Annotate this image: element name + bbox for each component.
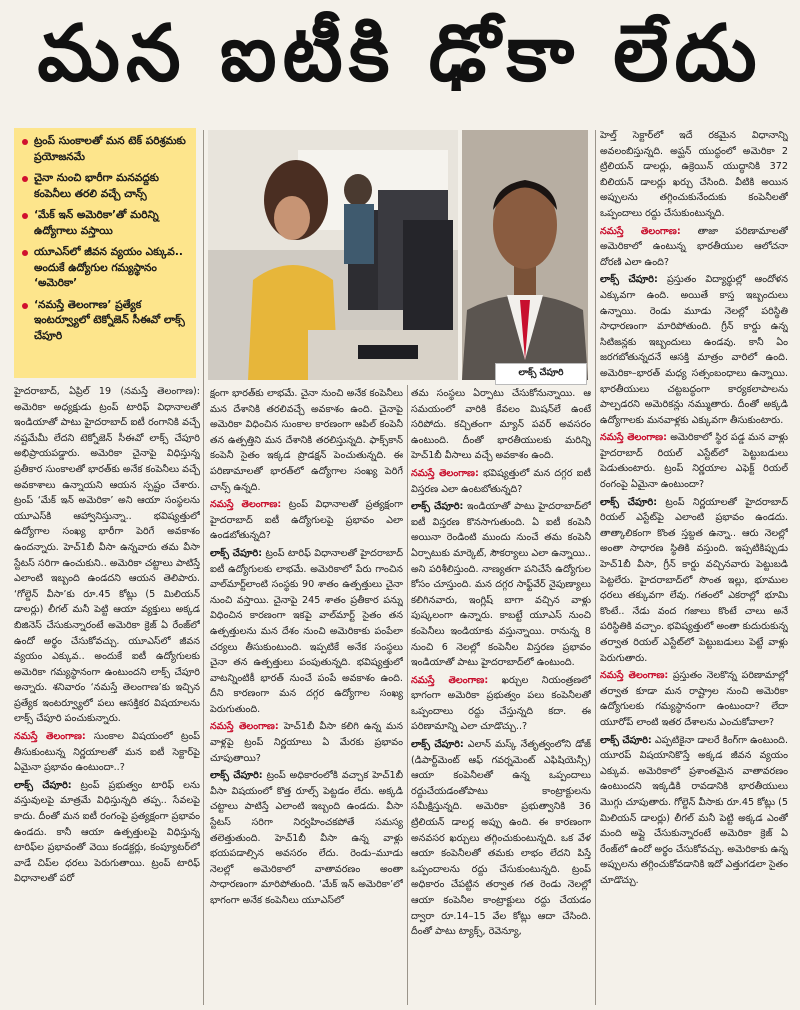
- question-text: హెచ్1బీ వీసా కలిగి ఉన్న మన వాళ్లపై ట్రంప్ నిర్ణయాలు ఏ మేరకు ప్రభావం చూపుతాయి?: [210, 721, 403, 764]
- paragraph: హెల్త్ సెక్టార్‌లో ఇదే రకమైన విధానాన్ని అవలంబిస్తున్నది. అప్ఘన్ యుద్ధంలో అమెరికా 2 ట్రిలియన్ డాలర్లు, ఉక్రెయిన్ యుద్ధానికి 372 బిలియన్ డాలర్లు ఖర్చు చేసింది. వీటికి అయిన అప్పులను తగ్గించుకునేందుకు కంపెనీలతో ఒప్పందాలు రద్దు చేసుకుంటున్నది.: [600, 130, 788, 219]
- answer-text: ట్రంప్ నిర్ణయాలతో హైదరాబాద్ రియల్ ఎస్టేట్‌పై ఎలాంటి ప్రభావం ఉండదు. తాత్కాలికంగా కొంత స్తబ్దత ఉన్నా.. ఆరు నెలల్లో అంతా సాధారణ స్థితికి వస్తుంది. ఇప్పటికిప్పుడు హెచ్1బీ వీసా, గ్రీన్ కార్డు వచ్చినవారు పెట్టుబడి పెట్టలేరు. హైదరాబాద్‌లో సొంత ఇల్లు, భూముల ధరలు తక్కువగా లేవు. గతంలో ఎకరాల్లో భూమి కొంటే.. నేడు వంద గజాలు కొంటే చాలు అనే పరిస్థితికి వచ్చాం. భవిష్యత్తులో అంతా కుదురుకున్న తర్వాత రియల్ ఎస్టేట్‌లో పెట్టుబడులు పెట్టే వాళ్లు పెరుగుతారు.: [600, 496, 788, 664]
- paragraph: తమ సంస్థలు ఏర్పాటు చేసుకోనున్నాయి. ఆ సమయంలో వారికి కేవలం మిషన్‌లే ఉంటే సరిపోదు. కచ్చితంగా మ్యాన్ పవర్ అవసరం ఉంటుంది. దీంతో భారతీయులకు మరిన్ని హెచ్1బీ వీసాలు వచ్చే అవకాశం ఉంది.: [411, 388, 591, 462]
- answer-label: లాక్స్ చేపూరి:: [600, 734, 652, 746]
- answer-text: ట్రంప్ అధికారంలోకి వచ్చాక హెచ్1బీ వీసా విషయంలో కొత్త రూల్స్ పెట్టడం లేదు. అక్కడి చట్టాలు పాటిస్తే ఎలాంటి ఇబ్బంది ఉండదు. వీసా స్టేటస్ సరిగా నిర్వహించకపోతే సమస్య తలెత్తుతుంది. హెచ్1బీ వీసా ఉన్న వాళ్లు భయపడాల్సిన అవసరం లేదు. రెండు–మూడు నెలల్లో అమెరికాలో వాతావరణం అంతా సాధారణంగా మారిపోతుంది. ‘మేక్ ఇన్ అమెరికా’లో భాగంగా అనేక కంపెనీలు యూఎస్‌లో: [210, 770, 403, 906]
- question-text: సుంకాల విషయంలో ట్రంప్ తీసుకుంటున్న నిర్ణయాలతో మన ఐటీ సెక్టార్‌పై ఏమైనా ప్రభావం ఉంటుందా..?: [14, 731, 200, 774]
- question-text: ట్రంప్ విధానాలతో ప్రత్యక్షంగా హైదరాబాద్ ఐటీ ఉద్యోగులపై ప్రభావం ఎలా ఉండబోతున్నది?: [210, 499, 403, 542]
- answer-label: లాక్స్ చేపూరి:: [600, 274, 658, 286]
- column-1: [14, 384, 200, 1006]
- question-label: నమస్తే తెలంగాణ:: [14, 731, 86, 743]
- answer-text: ఎప్పటికైనా డాలరే కింగ్‌గా ఉంటుంది. యూరప్ విషయానికొస్తే అక్కడ జీవన వ్యయం ఎక్కువ. అమెరికాలో ప్రశాంతమైన వాతావరణం ఉంటుందని ఇక్కడికి రావడానికి భారతీయులు మొగ్గు చూపుతారు. గోల్డెన్ వీసాకు రూ.45 కోట్లు (5 మిలియన్ డాలర్లు) లీగల్ మనీ పెట్టి అక్కడ ఎంతో మంది అప్లై చేసుకున్నారంటే అమెరికా క్రెజ్ ఏ రేంజ్‌లో ఉందో అర్థం చేసుకోవచ్చు. అమెరికాకు ఉన్న అప్పులను తగ్గించుకోవడానికి ఇదో ఎత్తుగడలా సైతం చూడొచ్చు.: [600, 734, 788, 886]
- question-text: తాజా పరిణామాలతో అమెరికాలో ఉంటున్న భారతీయుల ఆలోచనా దోరణి ఎలా ఉంది?: [600, 225, 788, 268]
- headline: మన ఐటీకి ఢోకా లేదు: [37, 8, 763, 99]
- answer-text: ట్రంప్ టారిఫ్ విధానాలతో హైదరాబాద్ ఐటీ ఉద్యోగులకు లాభమే. అమెరికాలో పేరు గాంచిన వాల్‌మార్ట్‌లాంటి సంస్థకు 90 శాతం ఉత్పత్తులు చైనా నుంచి వస్తాయి. చైనాపై 245 శాతం ప్రతీకార పన్ను విధించిన కారణంగా ఇకపై వాల్‌మార్ట్ సైతం తన ఉత్పత్తులను మన దేశం నుంచి అమెరికాకు పంపేలా చర్యలు తీసుకుంటుంది. ఇప్పటికే అనేక సంస్థలు చైనా తన ఉత్పత్తులు పంపుతున్నది. భవిష్యత్తులో వాటన్నింటికీ భారత్ నుంచే పంపే అవకాశం ఉంది. దీని కారణంగా మన దగ్గర ఉద్యోగాల సంఖ్య పెరుగుతుంది.: [210, 547, 403, 715]
- answer-label: లాక్స్ చేపూరి:: [411, 739, 464, 751]
- column-4: [600, 128, 788, 1006]
- question-text: భవిష్యత్తులో మన దగ్గర ఐటీ విస్తరణ ఎలా ఉంటబోతున్నది?: [411, 467, 591, 495]
- question-label: నమస్తే తెలంగాణ:: [600, 670, 669, 682]
- column-3: [411, 386, 591, 1006]
- answer-text: ఎలాన్ మస్క్ నేతృత్వంలోని డోజ్ (డిపార్ట్‌మెంట్ ఆఫ్ గవర్నమెంట్ ఎఫిషియెన్సీ) ఆయా కంపెనీలతో ఉన్న ఒప్పందాలు రద్దుచేయడంతోపాటు కాంట్రాక్టులను సమీక్షిస్తున్నది. అమెరికా ప్రభుత్వానికి 36 ట్రిలియన్ డాలర్ల అప్పు ఉంది. ఈ కారణంగా అనవసర ఖర్చులు తగ్గించుకుంటున్నది. ఒక వేళ ఆయా కంపెనీలతో తమకు లాభం లేదని పిస్తే ఒప్పందాలను రద్దు చేసుకుంటున్నది. ట్రంప్ అధికారం చేపట్టిన తర్వాత గత రెండు నెలల్లో ఆయా కంపెనీల కాంట్రాక్టులు రద్దు చేయడం ద్వారా రూ.14–15 వేల కోట్లు ఆదా చేసింది. దీంతో పాటు ట్యాక్స్, రెవెన్యూ,: [411, 739, 591, 938]
- answer-text: ట్రంప్ ప్రభుత్వం టారిఫ్ లను వస్తువులపై మాత్రమే విధిస్తున్నది తప్ప.. సేవలపై కాదు. దీంతో మన ఐటీ రంగంపై ప్రత్యక్షంగా ప్రభావం ఉండదు. కానీ ఆయా ఉత్పత్తులపై విధిస్తున్న టారిఫ్‌ల ప్రభావంతో వెయి కండక్టర్లు, కంప్యూటర్‌లో వాడే చిప్‌ల ధరలు పెరుగుతాయి. ట్రంప్ టారిఫ్ విధానాలతో పరో: [14, 779, 200, 885]
- highlight-item: ట్రంప్ సుంకాలతో మన టెక్ పరిశ్రమకు ప్రయోజనమే: [22, 134, 190, 165]
- portrait-photo: [462, 130, 588, 380]
- highlight-item: ‘నమస్తే తెలంగాణ’ ప్రత్యేక ఇంటర్వ్యూలో టెక్నోజెన్ సీఈవో లాక్స్ చేపూరి: [22, 298, 190, 345]
- question-label: నమస్తే తెలంగాణ:: [600, 225, 681, 237]
- paragraph: క్షంగా భారత్‌కు లాభమే. చైనా నుంచి అనేక కంపెనీలు మన దేశానికి తరలివచ్చే అవకాశం ఉంది. చైనాపై అమెరికా విధించిన సుంకాల కారణంగా ఆపిల్ కంపెనీ తన ఉత్పత్తిని మన దేశానికి తరలిస్తున్నది. ఫాక్స్‌కాన్ కంపెనీ సైతం ఇక్కడ ప్రొడక్షన్ పెంచుతున్నది. ఈ పరిణామాలతో భారత్‌లో ఉద్యోగాల సంఖ్య పెరిగే చాన్స్ ఉన్నది.: [210, 388, 403, 493]
- question-label: నమస్తే తెలంగాణ:: [411, 674, 489, 686]
- highlight-item: యూఎస్‌లో జీవన వ్యయం ఎక్కువ.. అందుకే ఉద్యోగుల గమ్యస్థానం ‘అమెరికా’: [22, 245, 190, 292]
- question-label: నమస్తే తెలంగాణ:: [600, 432, 667, 444]
- column-2: [210, 386, 403, 1006]
- highlights-box: [14, 128, 196, 378]
- question-text: ప్రస్తుతం నెలకొన్న పరిణామాల్లో తర్వాత కూడా మన రాష్ట్రాల నుంచి అమెరికా ఉద్యోగులకు గమ్యస్థానంగా ఉంటుందా? లేదా యూరోప్ లాంటి ఇతర దేశాలను ఎంచుకోవాలా?: [600, 670, 788, 728]
- photo-caption: లాక్స్ చేపూరి: [495, 363, 587, 385]
- intro-paragraph: హైదరాబాద్, ఏప్రిల్ 19 (నమస్తే తెలంగాణ): అమెరికా అధ్యక్షుడు ట్రంప్ టారిఫ్ విధానాలతో ఇండియాతో పాటు హైదరాబాద్ ఐటీ రంగానికి వచ్చే నష్టమేమీ లేదని టెక్నోజెన్ సీఈవో లాక్స్ చేపూరి అభిప్రాయపడ్డారు. అమెరికా చైనాపై విధిస్తున్న ప్రతీకార సుంకాలతో భారత్‌కు అనేక కంపెనీలు వచ్చే అవకాశాలు ఉన్నాయని ఆయన స్పష్టం చేశారు. ట్రంప్ ‘మేక్ ఇన్ అమెరికా’ అని ఆయా సంస్థలను యూఎస్‌కి ఆహ్వానిస్తున్నా.. భవిష్యత్తులో ఉద్యోగాల సంఖ్య భారీగా పెరిగే అవకాశం ఉందన్నారు. హెచ్1బీ వీసా ఉన్నవారు తమ వీసా స్టేటస్ సరిగా ఉంచుకుని.. అమెరికా చట్టాలు పాటిస్తే ఎలాంటి ఇబ్బంది ఉండదని ఆయన తెలిపారు. ‘గోల్డెన్ వీసా’కు రూ.45 కోట్లు (5 మిలియన్ డాలర్లు) లీగల్ మనీ పెట్టి ఆయా వ్యక్తులు అక్కడ బిజినెస్ చేసుకున్నారంటే అమెరికా క్రెజ్ ఏ రేంజ్‌లో ఉందో అర్థం చేసుకోవచ్చు. యూఎస్‌లో జీవన వ్యయం ఎక్కువ.. అందుకే ఐటీ ఉద్యోగులకు అమెరికా గమ్యస్థానంగా ఉంటుందని లాక్స్ చేపూరి అన్నారు. శనివారం ‘నమస్తే తెలంగాణ’కు ఇచ్చిన ప్రత్యేక ఇంటర్వ్యూలో పలు ఆసక్తికర విషయాలను లాక్స్ చేపూరి పంచుకున్నారు.: [14, 386, 200, 725]
- question-label: నమస్తే తెలంగాణ:: [411, 467, 479, 479]
- answer-text: ఇండియాతో పాటు హైదరాబాద్‌లో ఐటీ విస్తరణ కొనసాగుతుంది. ఏ ఐటీ కంపెనీ అయినా రెండింటి ముందు నుంచే తమ కంపెనీ ఏర్పాటుకు మార్కెట్, సౌకర్యాలు ఎలా ఉన్నాయి.. అని పరిశీలిస్తుంది. నాణ్యతగా పనిచేసే ఉద్యోగుల కోసం చూస్తుంది. మన దగ్గర సాఫ్ట్‌వేర్ నైపుణ్యాలు కలిగినవారు, ఇంగ్లిష్ బాగా వచ్చిన వాళ్లు పుష్కలంగా ఉన్నారు. కాబట్టే యూఎస్ నుంచి కంపెనీలు ఇండియాకు వస్తున్నాయి. రానున్న 8 నుంచి 6 నెలల్లో కంపెనీల విస్తరణ ప్రభావం ఇండియాతో పాటు హైదరాబాద్‌లో ఉంటుంది.: [411, 501, 591, 669]
- question-text: ఖర్చుల నియంత్రణలో భాగంగా అమెరికా ప్రభుత్వం పలు కంపెనీలతో ఒప్పందాలు రద్దు చేస్తున్నది కదా. ఈ పరిణామాన్ని ఎలా చూడొచ్చు..?: [411, 674, 591, 733]
- question-text: అమెరికాలో స్థిర పడ్డ మన వాళ్లు హైదరాబాద్ రియల్ ఎస్టేట్‌లో పెట్టుబడులు పెడుతుంటారు. ట్రంప్ నిర్ణయాల ఎఫెక్ట్ రియల్ రంగంపై ఏమైనా ఉంటుందా?: [600, 432, 788, 491]
- answer-label: లాక్స్ చేపూరి:: [14, 779, 72, 791]
- highlight-item: ‘మేక్ ఇన్ అమెరికా’తో మరిన్ని ఉద్యోగాలు వస్తాయి: [22, 208, 190, 239]
- answer-label: లాక్స్ చేపూరి:: [600, 496, 658, 508]
- answer-label: లాక్స్ చేపూరి:: [210, 547, 263, 559]
- question-label: నమస్తే తెలంగాణ:: [210, 499, 282, 511]
- office-photo: [208, 130, 458, 380]
- answer-label: లాక్స్ చేపూరి:: [411, 501, 464, 513]
- question-label: నమస్తే తెలంగాణ:: [210, 721, 279, 733]
- answer-text: ప్రస్తుతం విద్యార్థుల్లో ఆందోళన ఎక్కువగా ఉంది. అయితే కాస్త ఇబ్బందులు ఉన్నాయి. రెండు మూడు నెలల్లో పరిస్థితి సాధారణంగా మారిపోతుంది. గ్రీన్ కార్డు ఉన్న సిటిజన్లకు ఇబ్బందులు ఉండవు. కానీ ఏం జరగబోతున్నదనే ఆసక్తి మాత్రం వారిలో ఉంది. అమెరికా–భారత్ మధ్య సత్సంబంధాలు ఉన్నాయి. భారతీయులు చట్టబద్ధంగా కార్యకలాపాలను పాల్పడరని అమెరికన్లు నమ్ముతారు. దీంతో అక్కడి ఉద్యోగాలకు మనవాళ్లకు ఎక్కువగా తీసుకుంటారు.: [600, 274, 788, 426]
- highlight-item: చైనా నుంచి భారీగా మనవద్దకు కంపెనీలు తరలి వచ్చే చాన్స్: [22, 171, 190, 202]
- answer-label: లాక్స్ చేపూరి:: [210, 770, 263, 782]
